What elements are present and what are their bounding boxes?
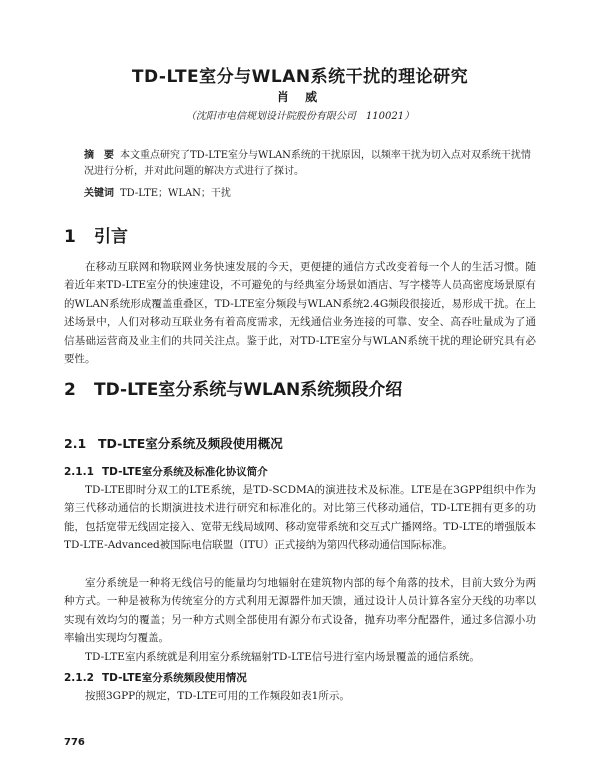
section-2-title: TD-LTE室分系统与WLAN系统频段介绍 — [94, 380, 403, 400]
section-1-paragraph: 在移动互联网和物联网业务快速发展的今天，更便捷的通信方式改变着每一个人的生活习惯。随着近年来TD-LTE室分的快速建设，不可避免的与经典室分场景如酒店、写字楼等人员高密度场景原有的WLAN系统形成覆盖重叠区，TD-LTE室分频段与WLAN系统2.4G频段很接近，易形成干扰。在上述场景中，人们对移动互联业务有着高度需求，无线通信业务连接的可靠、安全、高吞吐量成为了通信基础运营商及业主们的共同关注点。鉴于此，对TD-LTE室分与WLAN系统干扰的理论研究具有必要性。 — [64, 261, 536, 366]
author-affiliation: （沈阳市电信规划设计院股份有限公司 110021） — [185, 111, 415, 122]
subsection-2-1-number: 2.1 — [64, 436, 87, 451]
subsection-2-1-title: TD-LTE室分系统及频段使用概况 — [98, 436, 283, 451]
keywords-label: 关键词 — [84, 188, 114, 199]
paragraph-bands: 按照3GPP的规定，TD-LTE可用的工作频段如表1所示。 — [85, 690, 350, 702]
page-number: 776 — [64, 737, 85, 748]
paper-title: TD-LTE室分与WLAN系统干扰的理论研究 — [131, 67, 469, 87]
subsection-2-1-2-number: 2.1.2 — [64, 672, 94, 684]
abstract-text: 本文重点研究了TD-LTE室分与WLAN系统的干扰原因，以频率干扰为切入点对双系统干扰情况进行分析，并对此问题的解决方式进行了探讨。 — [84, 150, 531, 177]
section-1-number: 1 — [64, 227, 76, 247]
paragraph-tdlte-intro: TD-LTE即时分双工的LTE系统，是TD-SCDMA的演进技术及标准。LTE是在3GPP组织中作为第三代移动通信的长期演进技术进行研究和标准化的。对比第三代移动通信，TD-LTE拥有更多的功能，包括宽带无线固定接入、宽带无线局域网、移动宽带系统和交互式广播网络。TD-LTE的增强版本TD-LTE-Advanced被国际电信联盟（ITU）正式接纳为第四代移动通信国际标准。 — [64, 484, 536, 552]
section-2-number: 2 — [64, 380, 76, 400]
subsection-2-1-2-title: TD-LTE室分系统频段使用情况 — [102, 672, 247, 684]
subsection-2-1-1-heading — [64, 464, 268, 479]
subsection-2-1-1-number: 2.1.1 — [64, 466, 94, 478]
paragraph-tdlte-indoor: TD-LTE室内系统就是利用室分系统辐射TD-LTE信号进行室内场景覆盖的通信系统。 — [85, 651, 480, 663]
author-name: 肖 威 — [276, 90, 324, 104]
subsection-2-1-2-heading — [64, 670, 247, 685]
subsection-2-1-heading — [64, 434, 283, 452]
section-1-heading — [64, 222, 128, 247]
abstract-label: 摘 要 — [84, 150, 114, 161]
keywords-text: TD-LTE；WLAN；干扰 — [120, 188, 231, 199]
keywords — [84, 184, 536, 199]
subsection-2-1-1-title: TD-LTE室分系统及标准化协议简介 — [102, 466, 268, 478]
section-2-heading — [64, 375, 402, 400]
section-1-title: 引言 — [94, 227, 128, 247]
abstract — [84, 148, 536, 180]
paragraph-indoor-system: 室分系统是一种将无线信号的能量均匀地辐射在建筑物内部的每个角落的技术，目前大致分为两种方式。一种是被称为传统室分的方式利用无源器件加天馈，通过设计人员计算各室分天线的功率以实现有效均匀的覆盖；另一种方式则全部使用有源分布式设备，拋弃功率分配器件，通过多信源小功率输出实现均匀覆盖。 — [64, 577, 536, 645]
